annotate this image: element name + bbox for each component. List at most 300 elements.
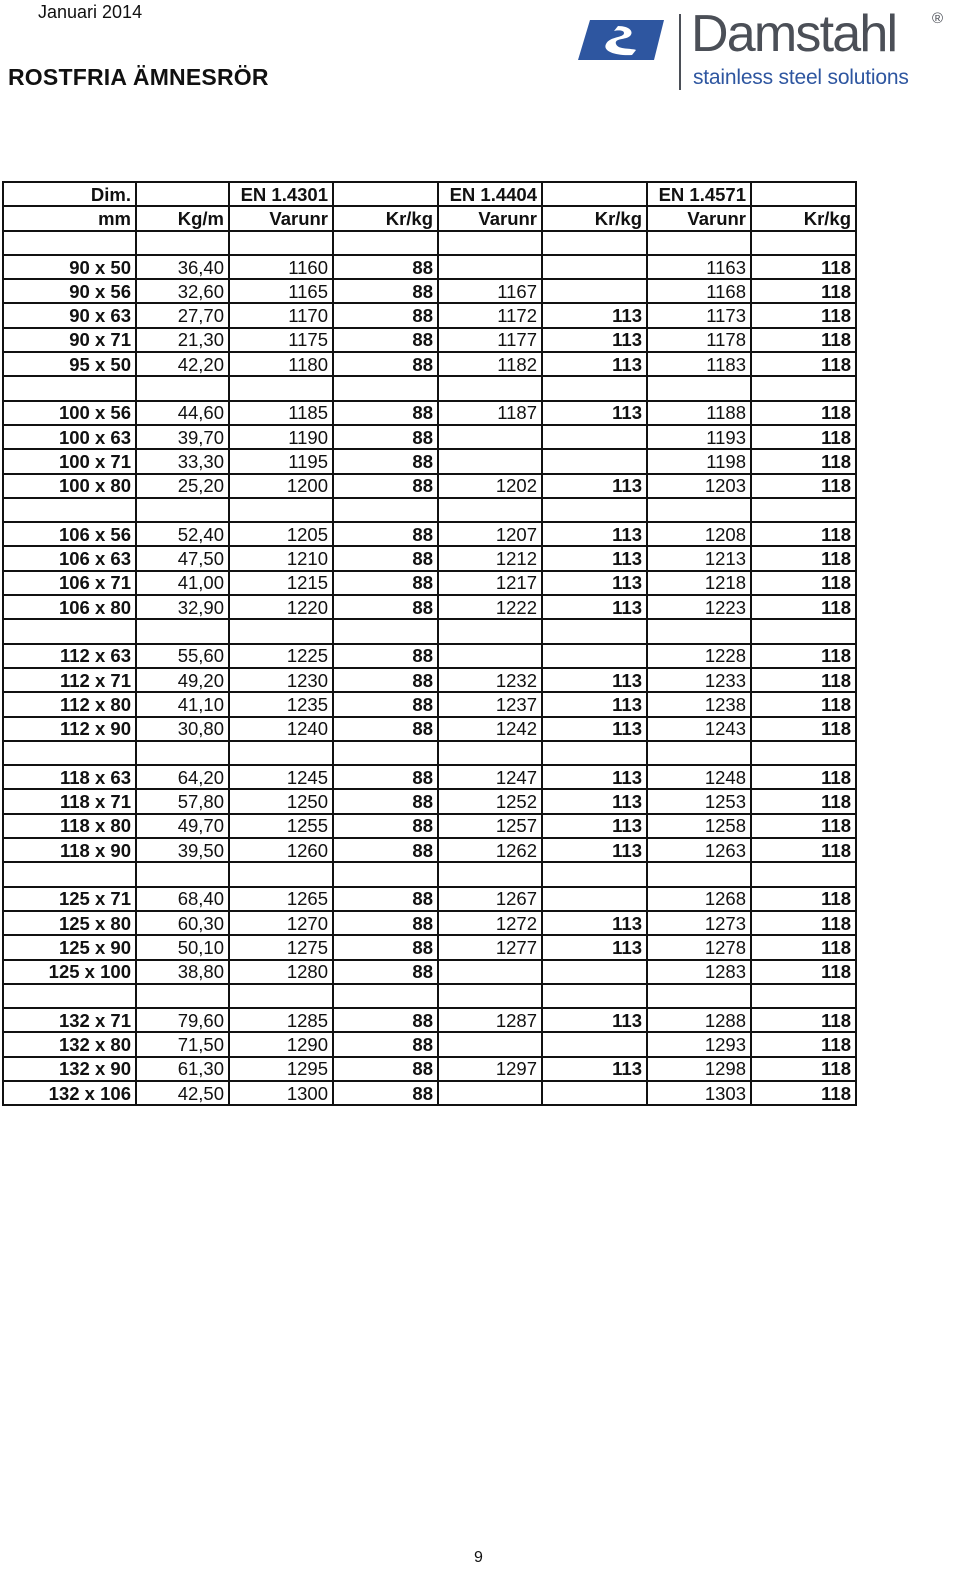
dimension-separator: x [89, 402, 111, 424]
table-row [3, 1032, 856, 1056]
table-row [3, 546, 856, 570]
article-number-cell: 1250 [229, 789, 333, 813]
weight-cell: 41,10 [136, 692, 229, 716]
weight-cell: 21,30 [136, 328, 229, 352]
header-cell: Dim. [3, 182, 136, 206]
price-cell: 113 [542, 328, 647, 352]
table-row [3, 1008, 856, 1032]
price-cell: 88 [333, 1081, 438, 1105]
price-cell: 113 [542, 717, 647, 741]
article-number-cell: 1188 [647, 401, 751, 425]
article-number-cell: 1187 [438, 401, 542, 425]
spacer-row [3, 984, 856, 1008]
empty-cell [751, 741, 856, 765]
header-cell: EN 1.4301 [229, 182, 333, 206]
article-number-cell: 1255 [229, 814, 333, 838]
article-number-cell: 1168 [647, 279, 751, 303]
price-cell: 118 [751, 279, 856, 303]
table-row [3, 401, 856, 425]
header-cell: Varunr [647, 206, 751, 230]
article-number-cell: 1295 [229, 1057, 333, 1081]
table-row [3, 789, 856, 813]
dimension-separator: x [89, 1058, 111, 1080]
weight-cell: 32,90 [136, 595, 229, 619]
article-number-cell: 1220 [229, 595, 333, 619]
dimension-separator: x [89, 353, 111, 375]
empty-cell [647, 619, 751, 643]
dimension-separator: x [89, 548, 111, 570]
dimension-separator: x [89, 839, 111, 861]
price-cell: 88 [333, 668, 438, 692]
article-number-cell: 1235 [229, 692, 333, 716]
table-row [3, 960, 856, 984]
weight-cell: 36,40 [136, 255, 229, 279]
price-cell: 113 [542, 401, 647, 425]
article-number-cell: 1203 [647, 474, 751, 498]
empty-cell [333, 984, 438, 1008]
dimension-separator: x [89, 280, 111, 302]
dimension-inner: 71 [110, 450, 131, 472]
dimension-inner: 90 [110, 1058, 131, 1080]
price-cell: 118 [751, 838, 856, 862]
dimension-outer: 118 [59, 766, 90, 788]
damstahl-logo [578, 5, 953, 92]
empty-cell [3, 741, 136, 765]
dimension-outer: 90 [69, 280, 90, 302]
table-row [3, 279, 856, 303]
dimension-cell [3, 1008, 136, 1032]
price-cell: 113 [542, 571, 647, 595]
dimension-separator: x [89, 426, 111, 448]
price-cell: 118 [751, 1032, 856, 1056]
table-row [3, 522, 856, 546]
dimension-inner: 80 [110, 815, 131, 837]
price-cell: 88 [333, 571, 438, 595]
table-row [3, 765, 856, 789]
table-row [3, 692, 856, 716]
empty-cell [136, 498, 229, 522]
table-row [3, 474, 856, 498]
article-number-cell: 1260 [229, 838, 333, 862]
table-row [3, 644, 856, 668]
empty-cell [229, 984, 333, 1008]
price-cell: 88 [333, 887, 438, 911]
page-number: 9 [474, 1549, 483, 1566]
article-number-cell: 1185 [229, 401, 333, 425]
empty-cell [229, 231, 333, 255]
price-cell: 118 [751, 717, 856, 741]
header-cell: Varunr [229, 206, 333, 230]
article-number-cell: 1245 [229, 765, 333, 789]
dimension-cell [3, 838, 136, 862]
article-number-cell: 1233 [647, 668, 751, 692]
empty-cell [438, 619, 542, 643]
empty-cell [542, 862, 647, 886]
table-row [3, 425, 856, 449]
dimension-cell [3, 474, 136, 498]
article-number-cell: 1172 [438, 303, 542, 327]
article-number-cell: 1207 [438, 522, 542, 546]
weight-cell: 38,80 [136, 960, 229, 984]
spacer-row [3, 862, 856, 886]
dimension-outer: 106 [58, 548, 90, 570]
dimension-outer: 132 [58, 1058, 90, 1080]
weight-cell: 60,30 [136, 911, 229, 935]
price-cell: 113 [542, 595, 647, 619]
article-number-cell: 1205 [229, 522, 333, 546]
article-number-cell: 1297 [438, 1057, 542, 1081]
price-cell: 118 [751, 1081, 856, 1105]
empty-cell [333, 376, 438, 400]
empty-cell [333, 741, 438, 765]
dimension-inner: 90 [110, 936, 131, 958]
dimension-separator: x [89, 329, 111, 351]
article-number-cell: 1290 [229, 1032, 333, 1056]
dimension-outer: 106 [58, 572, 90, 594]
price-cell: 113 [542, 838, 647, 862]
weight-cell: 27,70 [136, 303, 229, 327]
header-cell: Varunr [438, 206, 542, 230]
weight-cell: 39,50 [136, 838, 229, 862]
article-number-cell: 1268 [647, 887, 751, 911]
table-subheader-row [3, 206, 856, 230]
dimension-outer: 100 [58, 475, 90, 497]
article-number-cell: 1232 [438, 668, 542, 692]
dimension-cell [3, 668, 136, 692]
article-number-cell: 1160 [229, 255, 333, 279]
price-cell: 118 [751, 935, 856, 959]
price-cell [542, 1032, 647, 1056]
dimension-separator: x [89, 523, 111, 545]
weight-cell: 33,30 [136, 449, 229, 473]
empty-cell [136, 619, 229, 643]
dimension-inner: 56 [110, 402, 131, 424]
damstahl-emblem-icon [578, 14, 664, 64]
price-cell: 88 [333, 1008, 438, 1032]
empty-cell [229, 498, 333, 522]
price-cell: 118 [751, 328, 856, 352]
price-cell: 88 [333, 911, 438, 935]
price-cell: 88 [333, 255, 438, 279]
empty-cell [333, 498, 438, 522]
article-number-cell: 1242 [438, 717, 542, 741]
article-number-cell: 1272 [438, 911, 542, 935]
dimension-outer: 132 [58, 1034, 90, 1056]
empty-cell [751, 619, 856, 643]
empty-cell [438, 862, 542, 886]
spacer-row [3, 619, 856, 643]
weight-cell: 61,30 [136, 1057, 229, 1081]
price-cell: 118 [751, 814, 856, 838]
dimension-separator: x [89, 450, 111, 472]
header-cell: Kr/kg [333, 206, 438, 230]
price-cell: 118 [751, 887, 856, 911]
article-number-cell: 1277 [438, 935, 542, 959]
article-number-cell: 1267 [438, 887, 542, 911]
dimension-cell [3, 255, 136, 279]
dimension-separator: x [89, 888, 111, 910]
article-number-cell: 1278 [647, 935, 751, 959]
article-number-cell: 1215 [229, 571, 333, 595]
header-cell: EN 1.4571 [647, 182, 751, 206]
document-date: Januari 2014 [38, 2, 143, 22]
empty-cell [3, 984, 136, 1008]
empty-cell [751, 231, 856, 255]
price-cell: 113 [542, 522, 647, 546]
table-row [3, 595, 856, 619]
empty-cell [136, 231, 229, 255]
article-number-cell: 1283 [647, 960, 751, 984]
dimension-inner: 100 [100, 961, 131, 983]
article-number-cell: 1270 [229, 911, 333, 935]
price-table [2, 181, 857, 1106]
article-number-cell: 1213 [647, 546, 751, 570]
empty-cell [438, 984, 542, 1008]
price-cell [542, 960, 647, 984]
dimension-inner: 71 [110, 329, 131, 351]
price-cell: 88 [333, 717, 438, 741]
article-number-cell: 1218 [647, 571, 751, 595]
article-number-cell: 1202 [438, 474, 542, 498]
article-number-cell [438, 644, 542, 668]
dimension-outer: 125 [58, 888, 90, 910]
dimension-inner: 63 [110, 426, 131, 448]
page-title: ROSTFRIA ÄMNESRÖR [8, 64, 269, 90]
article-number-cell: 1257 [438, 814, 542, 838]
dimension-inner: 71 [110, 572, 131, 594]
dimension-cell [3, 449, 136, 473]
dimension-cell [3, 328, 136, 352]
price-cell: 118 [751, 352, 856, 376]
dimension-separator: x [89, 1034, 111, 1056]
price-cell: 88 [333, 546, 438, 570]
article-number-cell: 1262 [438, 838, 542, 862]
dimension-cell [3, 935, 136, 959]
article-number-cell: 1217 [438, 571, 542, 595]
dimension-outer: 112 [59, 718, 90, 740]
price-cell: 118 [751, 595, 856, 619]
article-number-cell [438, 425, 542, 449]
dimension-separator: x [89, 815, 111, 837]
dimension-inner: 71 [110, 1009, 131, 1031]
article-number-cell: 1223 [647, 595, 751, 619]
dimension-separator: x [89, 596, 111, 618]
table-row [3, 571, 856, 595]
table-row [3, 1081, 856, 1105]
price-cell [542, 449, 647, 473]
price-cell [542, 425, 647, 449]
article-number-cell: 1303 [647, 1081, 751, 1105]
header-cell [751, 182, 856, 206]
empty-cell [3, 862, 136, 886]
dimension-cell [3, 595, 136, 619]
empty-cell [229, 376, 333, 400]
spacer-row [3, 231, 856, 255]
article-number-cell: 1240 [229, 717, 333, 741]
empty-cell [751, 862, 856, 886]
table-row [3, 449, 856, 473]
article-number-cell: 1167 [438, 279, 542, 303]
header-cell [136, 182, 229, 206]
price-cell: 118 [751, 571, 856, 595]
price-cell: 113 [542, 1008, 647, 1032]
table-row [3, 352, 856, 376]
empty-cell [438, 741, 542, 765]
price-cell: 113 [542, 303, 647, 327]
article-number-cell: 1280 [229, 960, 333, 984]
article-number-cell: 1175 [229, 328, 333, 352]
dimension-inner: 50 [110, 256, 131, 278]
dimension-separator: x [89, 1009, 111, 1031]
weight-cell: 55,60 [136, 644, 229, 668]
empty-cell [3, 231, 136, 255]
dimension-cell [3, 789, 136, 813]
dimension-cell [3, 352, 136, 376]
header-cell: Kg/m [136, 206, 229, 230]
weight-cell: 39,70 [136, 425, 229, 449]
price-cell: 118 [751, 960, 856, 984]
article-number-cell: 1208 [647, 522, 751, 546]
dimension-outer: 100 [58, 426, 90, 448]
dimension-cell [3, 425, 136, 449]
article-number-cell: 1178 [647, 328, 751, 352]
price-cell: 113 [542, 935, 647, 959]
price-cell: 88 [333, 352, 438, 376]
article-number-cell: 1238 [647, 692, 751, 716]
article-number-cell [438, 960, 542, 984]
article-number-cell: 1300 [229, 1081, 333, 1105]
weight-cell: 41,00 [136, 571, 229, 595]
dimension-outer: 90 [69, 329, 90, 351]
dimension-cell [3, 1081, 136, 1105]
weight-cell: 42,50 [136, 1081, 229, 1105]
price-cell: 118 [751, 789, 856, 813]
article-number-cell: 1182 [438, 352, 542, 376]
price-cell: 88 [333, 644, 438, 668]
table-row [3, 887, 856, 911]
weight-cell: 71,50 [136, 1032, 229, 1056]
price-cell: 118 [751, 425, 856, 449]
empty-cell [3, 498, 136, 522]
empty-cell [647, 862, 751, 886]
weight-cell: 44,60 [136, 401, 229, 425]
article-number-cell: 1177 [438, 328, 542, 352]
article-number-cell: 1287 [438, 1008, 542, 1032]
price-cell [542, 255, 647, 279]
price-cell: 88 [333, 692, 438, 716]
price-cell: 113 [542, 911, 647, 935]
dimension-outer: 132 [48, 1082, 80, 1104]
price-cell [542, 887, 647, 911]
empty-cell [136, 741, 229, 765]
dimension-inner: 71 [110, 791, 131, 813]
dimension-outer: 132 [58, 1009, 90, 1031]
price-cell: 113 [542, 765, 647, 789]
price-cell: 118 [751, 765, 856, 789]
article-number-cell: 1275 [229, 935, 333, 959]
dimension-separator: x [89, 305, 111, 327]
price-cell: 113 [542, 546, 647, 570]
weight-cell: 47,50 [136, 546, 229, 570]
dimension-inner: 90 [110, 718, 131, 740]
price-cell: 118 [751, 1057, 856, 1081]
dimension-inner: 63 [110, 645, 131, 667]
empty-cell [751, 984, 856, 1008]
dimension-outer: 100 [58, 402, 90, 424]
dimension-inner: 80 [110, 1034, 131, 1056]
weight-cell: 25,20 [136, 474, 229, 498]
weight-cell: 52,40 [136, 522, 229, 546]
price-cell: 88 [333, 1032, 438, 1056]
empty-cell [542, 231, 647, 255]
table-row [3, 935, 856, 959]
weight-cell: 42,20 [136, 352, 229, 376]
dimension-outer: 125 [48, 961, 80, 983]
dimension-outer: 125 [58, 912, 90, 934]
empty-cell [647, 498, 751, 522]
dimension-cell [3, 522, 136, 546]
price-cell: 88 [333, 401, 438, 425]
dimension-inner: 71 [110, 669, 131, 691]
spacer-row [3, 376, 856, 400]
article-number-cell: 1243 [647, 717, 751, 741]
dimension-cell [3, 546, 136, 570]
empty-cell [542, 741, 647, 765]
dimension-outer: 118 [59, 839, 90, 861]
dimension-cell [3, 401, 136, 425]
spacer-row [3, 498, 856, 522]
article-number-cell [438, 1032, 542, 1056]
article-number-cell: 1165 [229, 279, 333, 303]
dimension-outer: 90 [69, 256, 90, 278]
price-cell [542, 1081, 647, 1105]
dimension-cell [3, 814, 136, 838]
article-number-cell: 1173 [647, 303, 751, 327]
article-number-cell: 1183 [647, 352, 751, 376]
price-cell: 113 [542, 814, 647, 838]
header-cell: EN 1.4404 [438, 182, 542, 206]
empty-cell [3, 376, 136, 400]
dimension-cell [3, 1032, 136, 1056]
dimension-cell [3, 887, 136, 911]
weight-cell: 64,20 [136, 765, 229, 789]
dimension-inner: 80 [110, 475, 131, 497]
article-number-cell: 1285 [229, 1008, 333, 1032]
dimension-inner: 56 [110, 280, 131, 302]
table-row [3, 838, 856, 862]
table-row [3, 1057, 856, 1081]
empty-cell [647, 376, 751, 400]
dimension-outer: 106 [58, 596, 90, 618]
article-number-cell: 1198 [647, 449, 751, 473]
dimension-separator: x [89, 669, 111, 691]
article-number-cell: 1252 [438, 789, 542, 813]
empty-cell [542, 498, 647, 522]
article-number-cell: 1247 [438, 765, 542, 789]
dimension-separator: x [89, 936, 111, 958]
price-cell: 88 [333, 474, 438, 498]
table-row [3, 668, 856, 692]
empty-cell [751, 498, 856, 522]
header-cell: Kr/kg [542, 206, 647, 230]
table-row [3, 911, 856, 935]
article-number-cell: 1200 [229, 474, 333, 498]
price-cell: 88 [333, 814, 438, 838]
article-number-cell [438, 449, 542, 473]
price-cell: 113 [542, 474, 647, 498]
dimension-cell [3, 911, 136, 935]
article-number-cell: 1195 [229, 449, 333, 473]
